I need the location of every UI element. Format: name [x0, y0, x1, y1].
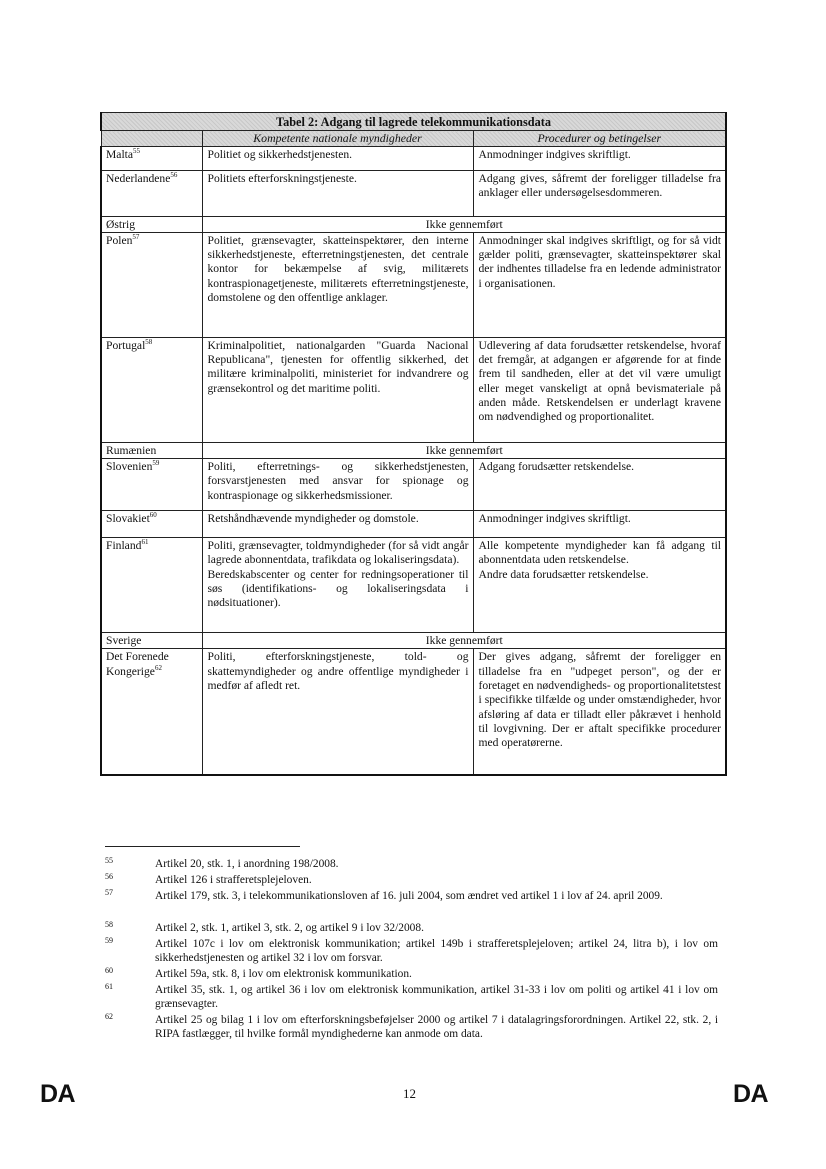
procedures-text: Anmodninger skal indgives skriftligt, og for så vidt gælder politi, grænsevagter, skatteinspektører skal der indhentes tilladelse fra en ledende administrator i organisationen. — [478, 233, 722, 290]
footnote-text: Artikel 59a, stk. 8, i lov om elektronisk kommunikation. — [155, 968, 412, 980]
authorities-cell — [202, 146, 473, 170]
country-cell — [101, 633, 202, 649]
footnote-number: 62 — [105, 1012, 113, 1021]
country-name: Portugal — [106, 338, 146, 352]
country-cell — [101, 459, 202, 511]
procedures-cell — [473, 459, 726, 511]
procedures-text: Adgang forudsætter retskendelse. — [478, 460, 635, 474]
procedures-text: Adgang gives, såfremt der foreligger tilladelse fra anklager eller undersøgelsesdommeren. — [478, 171, 722, 199]
table-row — [101, 216, 726, 232]
country-cell — [101, 538, 202, 633]
table-row — [101, 633, 726, 649]
language-mark-left: DA — [40, 1080, 76, 1108]
country-cell — [101, 337, 202, 442]
header-authorities: Kompetente nationale myndigheder — [202, 131, 473, 146]
authorities-text: Politiet og sikkerhedstjenesten. — [207, 147, 353, 161]
authorities-cell — [202, 232, 473, 337]
authorities-text: Politi, efterretnings- og sikkerhedstjenesten, forsvarstjenesten med ansvar for spionage og kontraspionage og sikkerhedsmissioner. — [207, 460, 469, 502]
status-cell: Ikke gennemført — [202, 442, 726, 458]
table-row — [101, 442, 726, 458]
footnote-separator — [105, 846, 300, 847]
country-name: Finland — [106, 539, 142, 553]
procedures-cell — [473, 511, 726, 538]
country-name: Slovenien — [106, 460, 153, 474]
procedures-text: Der gives adgang, såfremt der foreligger en tilladelse fra en "udpeget person", og der er foretaget en nødvendigheds- og proportionalitetstest i specifikke tilfælde og under omstændigheder, hvor afsløring af data er tilladt eller påkrævet i henhold til lovgivning. Der er aftalt specifikke procedurer med operatørerne. — [478, 650, 722, 750]
authorities-cell — [202, 511, 473, 538]
procedures-cell — [473, 337, 726, 442]
authorities-text: Politiet, grænsevagter, skatteinspektører, den interne sikkerhedstjeneste, efterretningstjenesten, det centrale kontor for bekæmpelse af svig, militærets kontraspionagetjeneste, militærets efterretningstjeneste, domstolene og den offentlige anklager. — [207, 233, 469, 305]
country-name: Østrig — [106, 217, 135, 231]
procedures-cell — [473, 146, 726, 170]
country-name: Slovakiet — [106, 512, 150, 526]
access-table — [100, 112, 727, 776]
table-title: Tabel 2: Adgang til lagrede telekommunikationsdata — [101, 113, 726, 131]
procedures-text: Anmodninger indgives skriftligt. — [478, 512, 631, 526]
footnote-text: Artikel 126 i strafferetsplejeloven. — [155, 874, 312, 886]
footnote-number: 56 — [105, 872, 113, 881]
procedures-cell — [473, 232, 726, 337]
country-name: Nederlandene — [106, 171, 171, 185]
country-name: Sverige — [106, 634, 142, 648]
footnote-number: 61 — [105, 982, 113, 991]
footnote-number: 59 — [105, 936, 113, 945]
table-row — [101, 649, 726, 775]
footnote-number: 60 — [105, 966, 113, 975]
authorities-text-extra: Beredskabscenter og center for redningsoperationer til søs (identifikations- og lokaliseringsdata i nødsituationer). — [207, 567, 469, 610]
procedures-cell — [473, 649, 726, 775]
authorities-text: Politi, grænsevagter, toldmyndigheder (for så vidt angår lagrede abonnentdata, trafikdata og lokaliseringsdata). — [207, 539, 469, 567]
table-row — [101, 511, 726, 538]
footnote-text: Artikel 107c i lov om elektronisk kommunikation; artikel 149b i strafferetsplejeloven; artikel 24, litra b), i lov om sikkerhedstjenesten og artikel 32 i lov om forsvar. — [155, 938, 718, 964]
table-row — [101, 538, 726, 633]
footnote-number: 55 — [105, 856, 113, 865]
procedures-cell — [473, 538, 726, 633]
procedures-cell — [473, 170, 726, 216]
footnote-ref: 59 — [152, 459, 160, 468]
language-mark-right: DA — [733, 1080, 769, 1108]
footnote-text: Artikel 35, stk. 1, og artikel 36 i lov om elektronisk kommunikation, artikel 31-33 i lov om politi og artikel 41 i lov om grænsevagter. — [155, 984, 718, 1010]
authorities-text: Kriminalpolitiet, nationalgarden "Guarda Nacional Republicana", tjenesten for offentlig sikkerhed, det militære kriminalpoliti, ministeriet for indvandrere og grænsekontrol og det maritime politi. — [207, 338, 469, 395]
country-name: Malta — [106, 147, 134, 161]
procedures-text-extra: Andre data forudsætter retskendelse. — [478, 567, 649, 581]
footnote-number: 57 — [105, 888, 113, 897]
footnote-number: 58 — [105, 920, 113, 929]
country-name: Det Forenede Kongerige — [106, 650, 169, 678]
footnote-text: Artikel 179, stk. 3, i telekommunikationsloven af 16. juli 2004, som ændret ved artikel 1 i lov af 24. april 2009. — [155, 890, 663, 902]
header-procedures: Procedurer og betingelser — [473, 131, 726, 146]
footnote-ref: 61 — [141, 538, 149, 547]
status-cell: Ikke gennemført — [202, 216, 726, 232]
table-row — [101, 337, 726, 442]
footnote-ref: 60 — [149, 511, 157, 520]
country-cell — [101, 232, 202, 337]
footnote-ref: 58 — [145, 338, 153, 347]
header-blank-cell — [101, 131, 202, 146]
table-row — [101, 170, 726, 216]
footnote-ref: 57 — [132, 233, 140, 242]
footnote-ref: 56 — [170, 170, 178, 179]
footnote-ref: 62 — [154, 663, 162, 672]
procedures-text: Alle kompetente myndigheder kan få adgang til abonnentdata uden retskendelse. — [478, 539, 722, 567]
country-name: Polen — [106, 233, 133, 247]
authorities-text: Politiets efterforskningstjeneste. — [207, 171, 357, 185]
table-row — [101, 232, 726, 337]
country-name: Rumænien — [106, 443, 157, 457]
footnote-ref: 55 — [133, 146, 141, 155]
authorities-cell — [202, 649, 473, 775]
page-number: 12 — [403, 1086, 416, 1101]
procedures-text: Anmodninger indgives skriftligt. — [478, 147, 631, 161]
country-cell — [101, 511, 202, 538]
country-cell — [101, 649, 202, 775]
procedures-text: Udlevering af data forudsætter retskendelse, hvoraf det fremgår, at adgangen er afgørende for at finde frem til sandheden, eller at det vil være umuligt eller meget vanskeligt at opnå bevismateriale på anden måde. Retskendelsen er underlagt kravene om nødvendighed og proportionalitet. — [478, 338, 722, 424]
footnote-text: Artikel 20, stk. 1, i anordning 198/2008. — [155, 858, 339, 870]
country-cell — [101, 216, 202, 232]
authorities-cell — [202, 538, 473, 633]
footnote-text: Artikel 25 og bilag 1 i lov om efterforskningsbeføjelser 2000 og artikel 7 i datalagringsforordningen. Artikel 22, stk. 2, i RIPA fastlægger, til hvilke formål myndighederne kan anmode om data. — [155, 1014, 718, 1040]
authorities-text: Retshåndhævende myndigheder og domstole. — [207, 512, 419, 526]
authorities-cell — [202, 459, 473, 511]
country-cell — [101, 146, 202, 170]
table-row — [101, 146, 726, 170]
country-cell — [101, 170, 202, 216]
authorities-cell — [202, 337, 473, 442]
footnote-text: Artikel 2, stk. 1, artikel 3, stk. 2, og artikel 9 i lov 32/2008. — [155, 922, 424, 934]
status-cell: Ikke gennemført — [202, 633, 726, 649]
table-row — [101, 459, 726, 511]
authorities-cell — [202, 170, 473, 216]
authorities-text: Politi, efterforskningstjeneste, told- og skattemyndigheder og andre offentlige myndigheder i medfør af afledt ret. — [207, 650, 469, 693]
country-cell — [101, 442, 202, 458]
